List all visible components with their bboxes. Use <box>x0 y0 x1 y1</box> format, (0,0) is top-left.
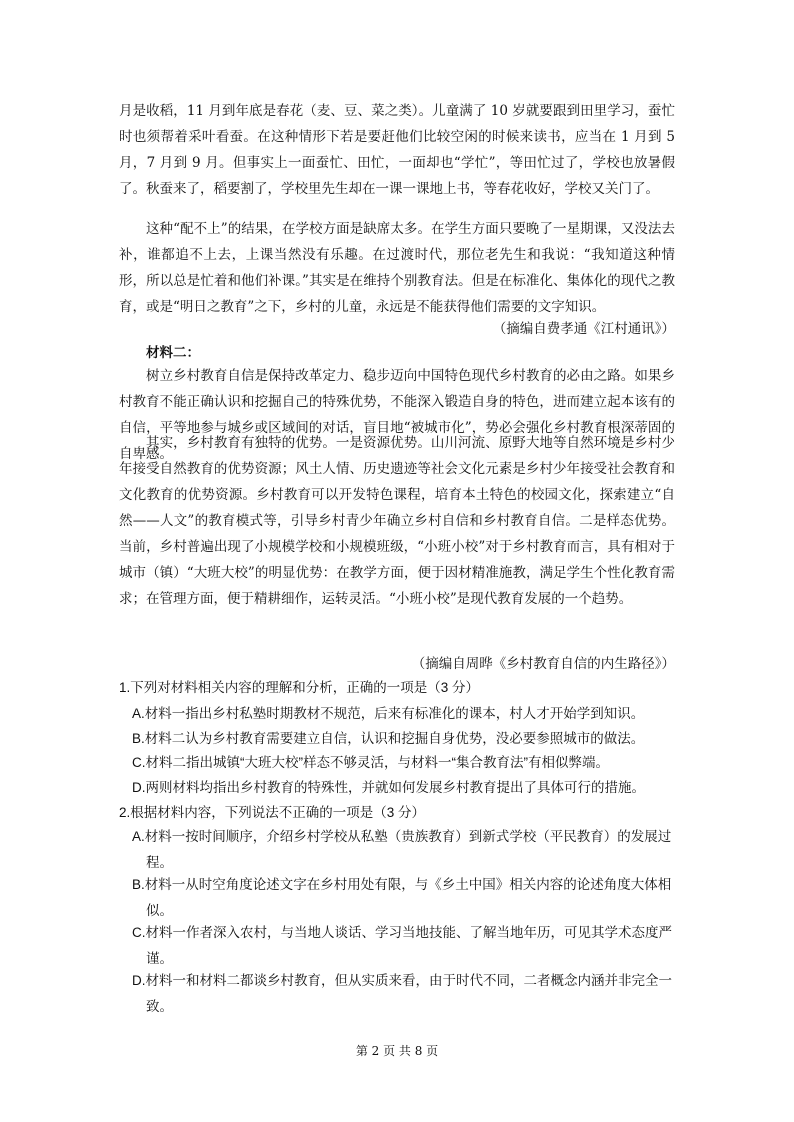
question-1-option-a: A.材料一指出乡村私塾时期教材不规范，后来有标准化的课本，村人才开始学到知识。 <box>132 706 645 721</box>
question-2-option-c: C.材料一作者深入农村，与当地人谈话、学习当地技能、了解当地年历，可见其学术态度严谨。 <box>132 925 672 966</box>
question-1-option-d: D.两则材料均指出乡村教育的特殊性，并就如何发展乡村教育提出了具体可行的措施。 <box>132 780 645 795</box>
material1-paragraph-2: 这种“配不上”的结果，在学校方面是缺席太多。在学生方面只要晚了一星期课，又没法去补，谁都追不上去，上课当然没有乐趣。在过渡时代，那位老先生和我说：“我知道这种情形，所以总是忙着和他们补课。”其实是在维持个别教育法。但是在标准化、集体化的现代之教育，或是“明日之教育”之下，乡村的儿童，永远是不能获得他们需要的文字知识。 <box>119 221 675 315</box>
material2-source: （摘编自周晔《乡村教育自信的内生路径》） <box>411 656 675 671</box>
page-footer: 第 2 页 共 8 页 <box>355 1044 439 1058</box>
material2-heading: 材料二： <box>146 345 200 361</box>
material2-paragraph-2: 其实，乡村教育有独特的优势。一是资源优势。山川河流、原野大地等自然环境是乡村少年接受自然教育的优势资源；风土人情、历史遗迹等社会文化元素是乡村少年接受社会教育和文化教育的优势资源。乡村教育可以开发特色课程，培育本土特色的校园文化，探索建立“自然——人文”的教育模式等，引导乡村青少年确立乡村自信和乡村教育自信。二是样态优势。当前，乡村普遍出现了小规模学校和小规模班级，“小班小校”对于乡村教育而言，具有相对于城市（镇）“大班大校”的明显优势：在教学方面，便于因材精准施教，满足学生个性化教育需求；在管理方面，便于精耕细作，运转灵活。“小班小校”是现代教育发展的一个趋势。 <box>119 435 675 607</box>
question-1-stem: 1.下列对材料相关内容的理解和分析，正确的一项是（3 分） <box>119 680 480 695</box>
question-2-option-d: D.材料一和材料二都谈乡村教育，但从实质来看，由于时代不同，二者概念内涵并非完全一致。 <box>132 973 672 1014</box>
question-1-option-c: C.材料二指出城镇“大班大校”样态不够灵活，与材料一“集合教育法”有相似弊端。 <box>132 755 609 770</box>
question-1-option-b: B.材料二认为乡村教育需要建立自信，认识和挖掘自身优势，没必要参照城市的做法。 <box>132 731 645 746</box>
question-2-option-b: B.材料一从时空角度论述文字在乡村用处有限，与《乡土中国》相关内容的论述角度大体相似。 <box>132 877 672 918</box>
material1-source: （摘编自费孝通《江村通讯》） <box>492 321 675 336</box>
question-2-option-a: A.材料一按时间顺序，介绍乡村学校从私塾（贵族教育）到新式学校（平民教育）的发展过程。 <box>132 829 672 870</box>
material2-paragraph-1: 树立乡村教育自信是保持改革定力、稳步迈向中国特色现代乡村教育的必由之路。如果乡村教育不能正确认识和挖掘自己的特殊优势，不能深入锻造自身的特色，进而建立起本该有的自信，平等地参与城乡或区域间的对话，盲目地“被城市化”，势必会强化乡村教育根深蒂固的自卑感。 <box>119 368 675 462</box>
question-2-stem: 2.根据材料内容，下列说法不正确的一项是（3 分） <box>119 805 426 820</box>
material1-paragraph-1: 月是收稻，11 月到年底是春花（麦、豆、菜之类）。儿童满了 10 岁就要跟到田里学习，蚕忙时也须帮着采叶看蚕。在这种情形下若是要赶他们比较空闲的时候来读书，应当在 1 月到 5 月，7 月到 9 月。但事实上一面蚕忙、田忙，一面却也“学忙”，等田忙过了，学校也放暑假了。秋蚕来了，稻要割了，学校里先生却在一课一课地上书，等春花收好，学校又关门了。 <box>119 103 675 197</box>
